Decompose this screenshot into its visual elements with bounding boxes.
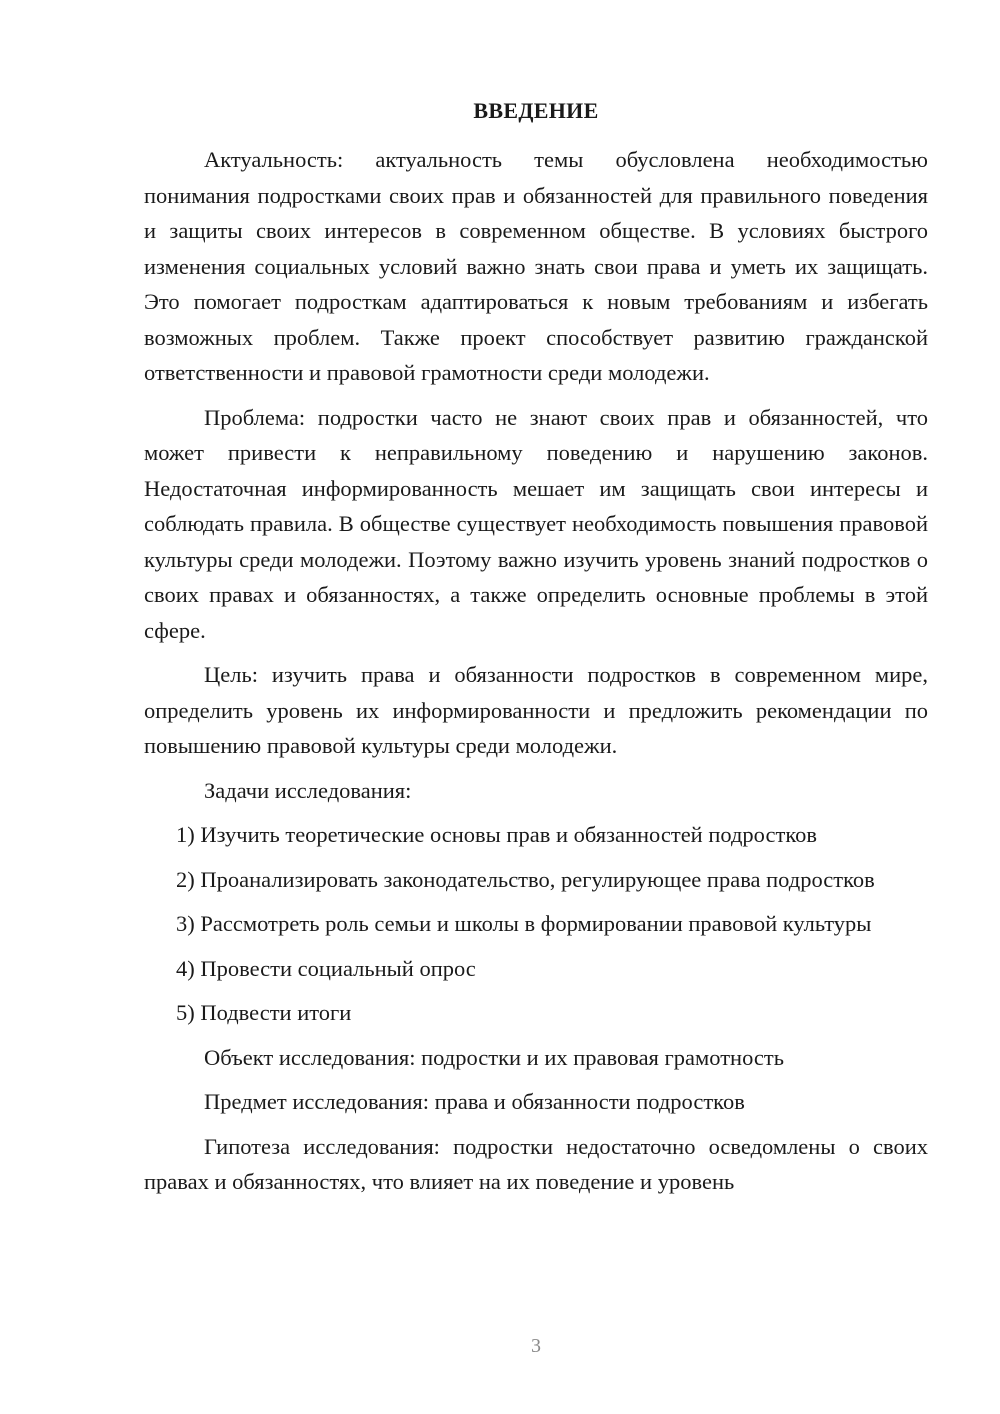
document-page	[144, 0, 928, 1414]
paragraph-goal: Цель: изучить права и обязанности подростков в современном мире, определить уровень их информированности и предложить рекомендации по повышению правовой культуры среди молодежи.	[144, 662, 928, 758]
section-title: ВВЕДЕНИЕ	[473, 98, 599, 123]
document-body	[144, 142, 928, 1209]
paragraph-relevance: Актуальность: актуальность темы обусловлена необходимостью понимания подростками своих прав и обязанностей для правильного поведения и защиты своих интересов в современном обществе. В условиях быстрого изменения социальных условий важно знать свои права и уметь их защищать. Это помогает подросткам адаптироваться к новым требованиям и избегать возможных проблем. Также проект способствует развитию гражданской ответственности и правовой грамотности среди молодежи.	[144, 147, 928, 385]
task-item-4: 4) Провести социальный опрос	[176, 955, 476, 981]
paragraph-subject: Предмет исследования: права и обязанности подростков	[204, 1089, 745, 1114]
page-number: 3	[531, 1335, 541, 1357]
paragraph-hypothesis: Гипотеза исследования: подростки недостаточно осведомлены о своих правах и обязанностях, что влияет на их поведение и уровень	[144, 1133, 928, 1194]
paragraph-tasks-heading: Задачи исследования:	[204, 777, 412, 803]
task-item-3: 3) Рассмотреть роль семьи и школы в формировании правовой культуры	[176, 911, 872, 936]
task-item-5: 5) Подвести итоги	[176, 1000, 352, 1025]
task-item-2: 2) Проанализировать законодательство, регулирующее права подростков	[176, 866, 875, 892]
task-item-1: 1) Изучить теоретические основы прав и обязанностей подростков	[176, 822, 817, 847]
paragraph-object: Объект исследования: подростки и их правовая грамотность	[204, 1044, 784, 1070]
paragraph-problem: Проблема: подростки часто не знают своих прав и обязанностей, что может привести к неправильному поведению и нарушению законов. Недостаточная информированность мешает им защищать свои интересы и соблюдать правила. В обществе существует необходимость повышения правовой культуры среди молодежи. Поэтому важно изучить уровень знаний подростков о своих правах и обязанностях, а также определить основные проблемы в этой сфере.	[144, 404, 928, 643]
